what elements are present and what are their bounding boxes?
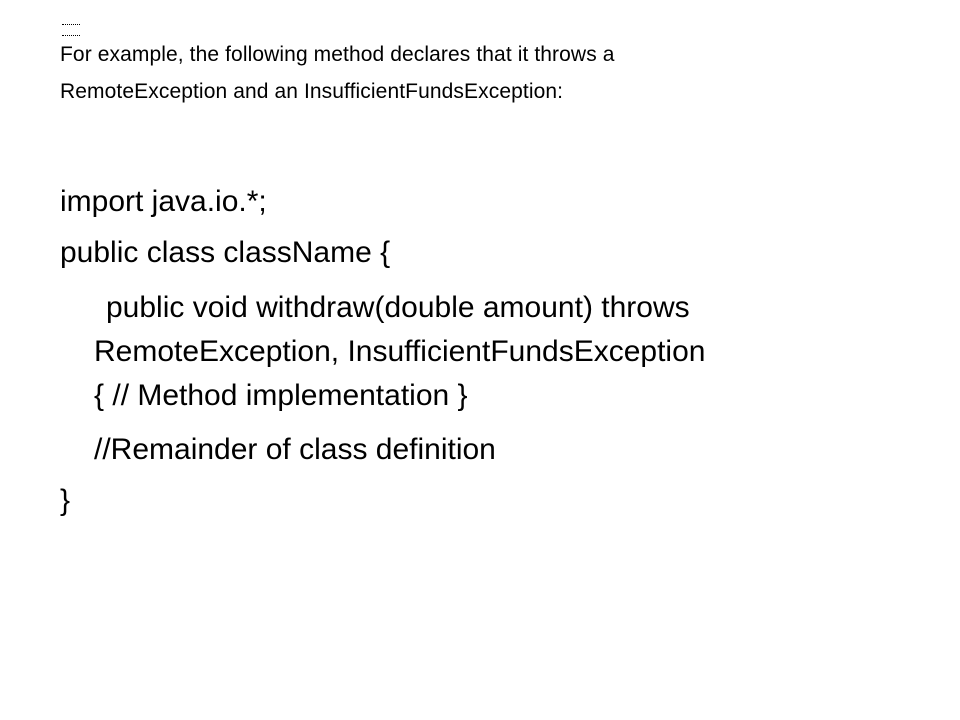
code-line-method-3: { // Method implementation }	[94, 379, 468, 412]
code-line-import: import java.io.*;	[60, 185, 267, 218]
code-line-comment: //Remainder of class definition	[94, 433, 496, 466]
code-line-method-2: RemoteException, InsufficientFundsException	[94, 335, 706, 368]
code-block	[60, 176, 900, 526]
intro-line-2: RemoteException and an InsufficientFundsException:	[60, 80, 564, 103]
code-line-method-1: public void withdraw(double amount) throws	[106, 291, 690, 324]
code-method-declaration	[60, 286, 894, 418]
code-line-class: public class className {	[60, 236, 391, 269]
intro-text	[60, 36, 880, 110]
intro-line-1: For example, the following method declares that it throws a	[60, 43, 615, 66]
placeholder-marker	[62, 24, 80, 36]
code-line-close: }	[60, 484, 71, 517]
